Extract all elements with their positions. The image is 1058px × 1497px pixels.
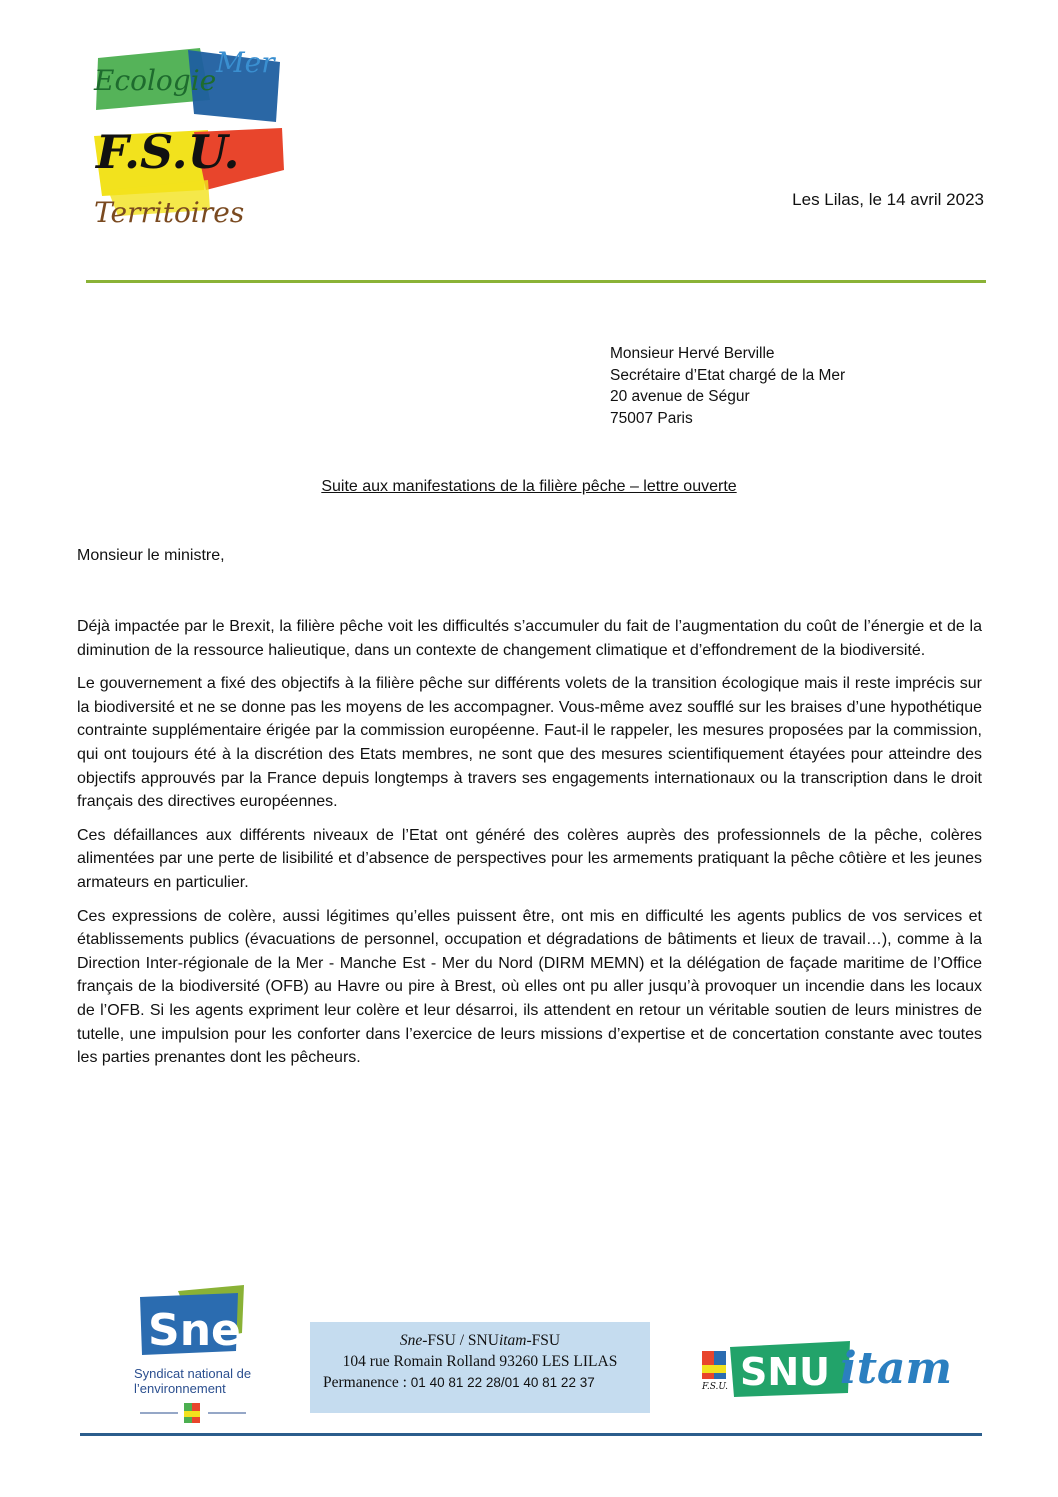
sne-logo-text: Sne — [148, 1305, 241, 1356]
recipient-city: 75007 Paris — [610, 409, 693, 427]
sne-label-line2: l’environnement — [134, 1381, 226, 1396]
logo-text-territoires: Territoires — [94, 196, 245, 229]
snuitam-logo-itam: itam — [840, 1343, 953, 1394]
letter-greeting: Monsieur le ministre, — [77, 547, 225, 564]
permanence-phones: 01 40 81 22 28/01 40 81 22 37 — [410, 1375, 595, 1390]
body-paragraph-3: Ces défaillances aux différents niveaux de l’Etat ont généré des colères auprès des professionnels de la pêche, colères alimentées par une perte de lisibilité et d’absence de perspectives pour les armements pratiquant la pêche côtière et les jeunes armateurs en particulier. — [77, 826, 982, 891]
address-line-1 — [310, 1330, 650, 1351]
address-sne: Sne — [399, 1332, 423, 1349]
fsu-logo — [88, 40, 288, 230]
recipient-street: 20 avenue de Ségur — [610, 388, 750, 405]
sne-label-line1: Syndicat national de — [134, 1366, 252, 1381]
letter-body — [77, 615, 982, 1080]
address-line-2: 104 rue Romain Rolland 93260 LES LILAS — [342, 1353, 618, 1370]
logo-text-fsu: F.S.U. — [96, 125, 240, 179]
footer-divider — [80, 1433, 982, 1436]
recipient-name: Monsieur Hervé Berville — [610, 345, 775, 362]
body-paragraph-2: Le gouvernement a fixé des objectifs à la filière pêche sur différents volets de la transition écologique mais il reste imprécis sur la biodiversité et ne se donne pas les moyens de les accompagner. Vous-même avez soufflé sur les braises d’une hypothétique contrainte supplémentaire érigée par la commission européenne. Faut-il le rappeler, les mesures proposées par la commission, qui ont toujours été à la discrétion des Etats membres, ne sont que des mesures scientifiquement étayées pour atteindre des objectifs approuvés par la France depuis longtemps à travers ses engagements internationaux ou la transcription dans le droit français des directives européennes. — [77, 675, 982, 811]
logo-text-mer: Mer — [216, 46, 275, 79]
recipient-block — [610, 343, 845, 429]
address-itam: itam — [498, 1332, 527, 1349]
footer-address-box — [310, 1322, 650, 1413]
snuitam-logo-snu: SNU — [740, 1350, 831, 1394]
snuitam-fsu-small: F.S.U. — [702, 1382, 729, 1392]
letter-date: Les Lilas, le 14 avril 2023 — [792, 190, 984, 209]
sne-label — [134, 1366, 251, 1396]
sne-logo — [138, 1285, 248, 1425]
letter-subject: Suite aux manifestations de la filière pêche – lettre ouverte — [321, 478, 737, 495]
header-divider — [86, 280, 986, 283]
recipient-title: Secrétaire d’Etat chargé de la Mer — [610, 366, 846, 384]
snuitam-logo — [700, 1325, 975, 1415]
address-fsu: -FSU — [526, 1332, 561, 1349]
permanence-label: Permanence : — [323, 1374, 411, 1391]
logo-text-ecologie: Ecologie — [94, 64, 217, 97]
address-snu: -FSU / SNU — [422, 1332, 499, 1349]
address-line-3 — [310, 1372, 650, 1393]
body-paragraph-1: Déjà impactée par le Brexit, la filière pêche voit les difficultés s’accumuler du fait de l’augmentation du coût de l’énergie et de la diminution de la ressource halieutique, dans un contexte de changement climatique et d’effondrement de la biodiversité. — [77, 618, 982, 659]
body-paragraph-4: Ces expressions de colère, aussi légitimes qu’elles puissent être, ont mis en difficulté les agents publics de vos services et établissements publics (évacuations de personnel, occupation et dégradations de bâtiments et lieux de travail…), comme à la Direction Inter-régionale de la Mer - Manche Est - Mer du Nord (DIRM MEMN) et la délégation de façade maritime de l’Office français de la biodiversité (OFB) au Havre ou pire à Brest, où elles ont pu aller jusqu’à provoquer un incendie dans les locaux de l’OFB. Si les agents expriment leur colère et leur désarroi, ils attendent en retour un véritable soutien de leurs ministres de tutelle, une impulsion pour les conforter dans l’exercice de leurs missions d’expertise et de concertation constante avec toutes les parties prenantes dont les pêcheurs. — [77, 907, 982, 1067]
